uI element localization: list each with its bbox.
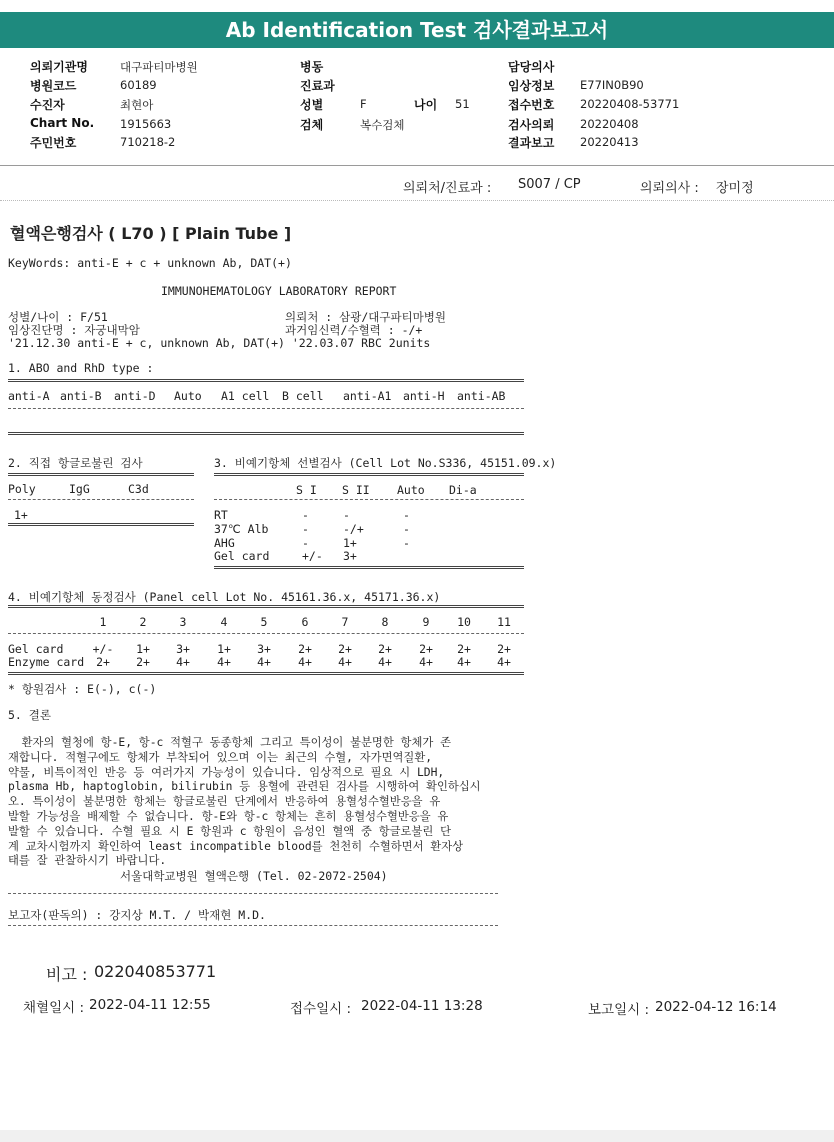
header-value: 20220408	[580, 117, 639, 131]
reporter-top-rule	[8, 893, 498, 894]
panel-value-cell: 2+	[298, 642, 312, 656]
screen-bottom-rule	[214, 566, 524, 569]
header-value: 최현아	[120, 98, 154, 112]
panel-mid-rule	[8, 633, 524, 634]
antigen-test-line: * 항원검사 : E(-), c(-)	[8, 682, 157, 696]
conclusion-title: 5. 결론	[8, 708, 51, 722]
abo-header-cell: anti-H	[403, 389, 445, 403]
request-dept-label: 의뢰처/진료과 :	[403, 181, 492, 196]
report-title: IMMUNOHEMATOLOGY LABORATORY REPORT	[161, 284, 397, 298]
panel-value-cell: 4+	[217, 655, 231, 669]
screen-value-cell: 1+	[343, 536, 357, 550]
keywords-line: KeyWords: anti-E + c + unknown Ab, DAT(+)	[8, 256, 292, 270]
header-label: 의뢰기관명	[30, 60, 88, 74]
report-time-value: 2022-04-12 16:14	[655, 999, 777, 1015]
panel-col-header: 4	[220, 615, 228, 629]
dat-bottom-rule	[8, 523, 194, 526]
panel-value-cell: 4+	[338, 655, 352, 669]
header-label: 성별	[300, 98, 324, 112]
header-label: 수진자	[30, 98, 65, 112]
dat-value-poly: 1+	[14, 508, 28, 522]
header-divider	[0, 165, 834, 166]
header-value: 1915663	[120, 117, 172, 131]
conclusion-line: plasma Hb, haptoglobin, bilirubin 등 용혈에 관련된 검사를 시행하여 확인하십시	[8, 780, 481, 794]
panel-value-cell: 4+	[176, 655, 190, 669]
panel-col-header: 6	[301, 615, 309, 629]
header-value: 710218-2	[120, 135, 176, 149]
panel-value-cell: 2+	[338, 642, 352, 656]
header-label: 결과보고	[508, 136, 555, 150]
header-value: 복수검체	[360, 118, 405, 132]
screen-value-cell: -	[302, 522, 309, 536]
header-value: 대구파티마병원	[120, 60, 198, 74]
header-label: 접수번호	[508, 98, 555, 112]
panel-value-cell: 4+	[378, 655, 392, 669]
screen-header-cell: Auto	[397, 483, 425, 497]
abo-header-cell: Auto	[174, 389, 202, 403]
conclusion-line: 환자의 혈청에 항-E, 항-c 적혈구 동종항체 그리고 특이성이 불분명한 항체가 존	[8, 736, 452, 749]
abo-mid-rule	[8, 408, 524, 409]
header-label: 진료과	[300, 79, 335, 93]
panel-value-cell: 4+	[298, 655, 312, 669]
conclusion-line: 재합니다. 적혈구에도 항체가 부착되어 있으며 이는 최근의 수혈, 자가면역질환,	[8, 750, 433, 764]
panel-value-cell: 4+	[419, 655, 433, 669]
header-value: 60189	[120, 78, 157, 92]
header-value: F	[360, 97, 367, 111]
header-value: E77IN0B90	[580, 78, 644, 92]
conclusion-line: 발할 수 있습니다. 수혈 필요 시 E 항원과 c 항원이 음성인 혈액 중 항글로불린 단	[8, 824, 452, 838]
conclusion-line: 발할 가능성을 배제할 수 없습니다. 항-E와 항-c 항체는 흔히 용혈성수혈반응을 유	[8, 810, 449, 823]
header-label: 병동	[300, 60, 324, 74]
note-value: 022040853771	[94, 962, 217, 981]
patient-transfusion-history: '21.12.30 anti-E + c, unknown Ab, DAT(+) '22.03.07 RBC 2units	[8, 336, 431, 350]
reporter-bottom-rule	[8, 925, 498, 926]
panel-col-header: 9	[422, 615, 430, 629]
screen-mid-rule	[214, 499, 524, 500]
note-label: 비고 :	[46, 965, 88, 984]
screen-top-rule	[214, 473, 524, 476]
panel-col-header: 8	[381, 615, 389, 629]
panel-value-cell: 4+	[497, 655, 511, 669]
request-divider	[0, 200, 834, 201]
report-banner-title: Ab Identification Test 검사결과보고서	[0, 12, 834, 48]
patient-diagnosis: 임상진단명 : 자궁내막암	[8, 323, 140, 337]
header-label: 담당의사	[508, 60, 555, 74]
screen-value-cell: 3+	[343, 549, 357, 563]
age-value: 51	[455, 97, 470, 111]
abo-title: 1. ABO and RhD type :	[8, 361, 154, 375]
dat-header-poly: Poly	[8, 482, 36, 496]
hospital-line: 서울대학교병원 혈액은행 (Tel. 02-2072-2504)	[120, 869, 388, 883]
screen-value-cell: -/+	[343, 522, 364, 536]
panel-top-rule	[8, 605, 524, 608]
conclusion-line: 약물, 비특이적인 반응 등 여러가지 가능성이 있습니다. 임상적으로 필요 시 LDH,	[8, 765, 445, 779]
screen-header-cell: S II	[342, 483, 370, 497]
dat-mid-rule	[8, 499, 194, 500]
panel-col-header: 2	[139, 615, 147, 629]
screen-phase-label: 37℃ Alb	[214, 522, 269, 536]
abo-header-cell: anti-A1	[343, 389, 392, 403]
bottom-bar	[0, 1130, 834, 1142]
patient-sex-age: 성별/나이 : F/51	[8, 310, 108, 324]
header-label: 병원코드	[30, 79, 77, 93]
abo-header-cell: B cell	[282, 389, 324, 403]
screen-title: 3. 비예기항체 선별검사 (Cell Lot No.S336, 45151.09.x)	[214, 456, 557, 470]
conclusion-line: 오. 특이성이 불분명한 항체는 항글로불린 단계에서 반응하여 용혈성수혈반응을 유	[8, 795, 441, 809]
header-label: 주민번호	[30, 136, 77, 150]
panel-value-cell: 2+	[497, 642, 511, 656]
dat-header-c3d: C3d	[128, 482, 149, 496]
screen-phase-label: AHG	[214, 536, 235, 550]
panel-col-header: 11	[497, 615, 511, 629]
dat-header-igg: IgG	[69, 482, 90, 496]
panel-value-cell: 3+	[257, 642, 271, 656]
screen-header-cell: Di-a	[449, 483, 477, 497]
panel-value-cell: 4+	[257, 655, 271, 669]
header-value: 20220413	[580, 135, 639, 149]
panel-bottom-rule	[8, 672, 524, 675]
request-doctor-label: 의뢰의사 :	[640, 181, 699, 196]
screen-value-cell: -	[403, 508, 410, 522]
collect-label: 채혈일시 :	[23, 1000, 85, 1016]
abo-header-cell: anti-A	[8, 389, 50, 403]
panel-value-cell: 1+	[136, 642, 150, 656]
section-title: 혈액은행검사 ( L70 ) [ Plain Tube ]	[10, 224, 292, 243]
screen-value-cell: -	[403, 536, 410, 550]
panel-value-cell: 1+	[217, 642, 231, 656]
panel-col-header: 7	[341, 615, 349, 629]
panel-col-header: 1	[99, 615, 107, 629]
screen-value-cell: -	[302, 536, 309, 550]
conclusion-line: 태를 잘 관찰하시기 바랍니다.	[8, 854, 167, 868]
panel-value-cell: 2+	[378, 642, 392, 656]
header-label: 임상정보	[508, 79, 555, 93]
panel-col-header: 3	[179, 615, 187, 629]
panel-value-cell: +/-	[92, 642, 114, 656]
screen-value-cell: -	[343, 508, 350, 522]
header-label: 검체	[300, 118, 324, 132]
panel-value-cell: 4+	[457, 655, 471, 669]
request-doctor-value: 장미정	[716, 181, 754, 196]
screen-value-cell: -	[403, 522, 410, 536]
panel-row-label: Enzyme card	[8, 655, 85, 669]
reporter-line: 보고자(판독의) : 강지상 M.T. / 박재현 M.D.	[8, 908, 266, 922]
request-dept-value: S007 / CP	[518, 177, 581, 192]
abo-header-cell: anti-D	[114, 389, 156, 403]
screen-phase-label: RT	[214, 508, 228, 522]
screen-value-cell: -	[302, 508, 309, 522]
abo-top-rule	[8, 379, 524, 382]
panel-col-header: 5	[260, 615, 268, 629]
screen-header-cell: S I	[296, 483, 317, 497]
receive-label: 접수일시 :	[290, 1001, 352, 1017]
header-label: Chart No.	[30, 116, 95, 130]
report-time-label: 보고일시 :	[588, 1002, 650, 1018]
abo-header-cell: A1 cell	[221, 389, 270, 403]
dat-title: 2. 직접 항글로불린 검사	[8, 456, 143, 470]
panel-value-cell: 2+	[96, 655, 110, 669]
conclusion-line: 계 교차시험까지 확인하여 least incompatible blood를 천천히 수혈하면서 환자상	[8, 839, 464, 853]
panel-value-cell: 3+	[176, 642, 190, 656]
panel-col-header: 10	[457, 615, 471, 629]
patient-history: 과거임신력/수혈력 : -/+	[285, 323, 423, 337]
panel-row-label: Gel card	[8, 642, 64, 656]
panel-value-cell: 2+	[457, 642, 471, 656]
abo-bottom-rule	[8, 432, 524, 435]
panel-value-cell: 2+	[419, 642, 433, 656]
screen-phase-label: Gel card	[214, 549, 270, 563]
age-label: 나이	[414, 98, 438, 112]
abo-header-cell: anti-AB	[457, 389, 506, 403]
collect-value: 2022-04-11 12:55	[89, 997, 211, 1013]
panel-value-cell: 2+	[136, 655, 150, 669]
receive-value: 2022-04-11 13:28	[361, 998, 483, 1014]
dat-top-rule	[8, 473, 194, 476]
abo-header-cell: anti-B	[60, 389, 102, 403]
patient-requester: 의뢰처 : 삼광/대구파티마병원	[285, 310, 447, 324]
screen-value-cell: +/-	[302, 549, 323, 563]
panel-title: 4. 비예기항체 동정검사 (Panel cell Lot No. 45161.36.x, 45171.36.x)	[8, 590, 441, 604]
header-label: 검사의뢰	[508, 118, 555, 132]
header-value: 20220408-53771	[580, 97, 680, 111]
